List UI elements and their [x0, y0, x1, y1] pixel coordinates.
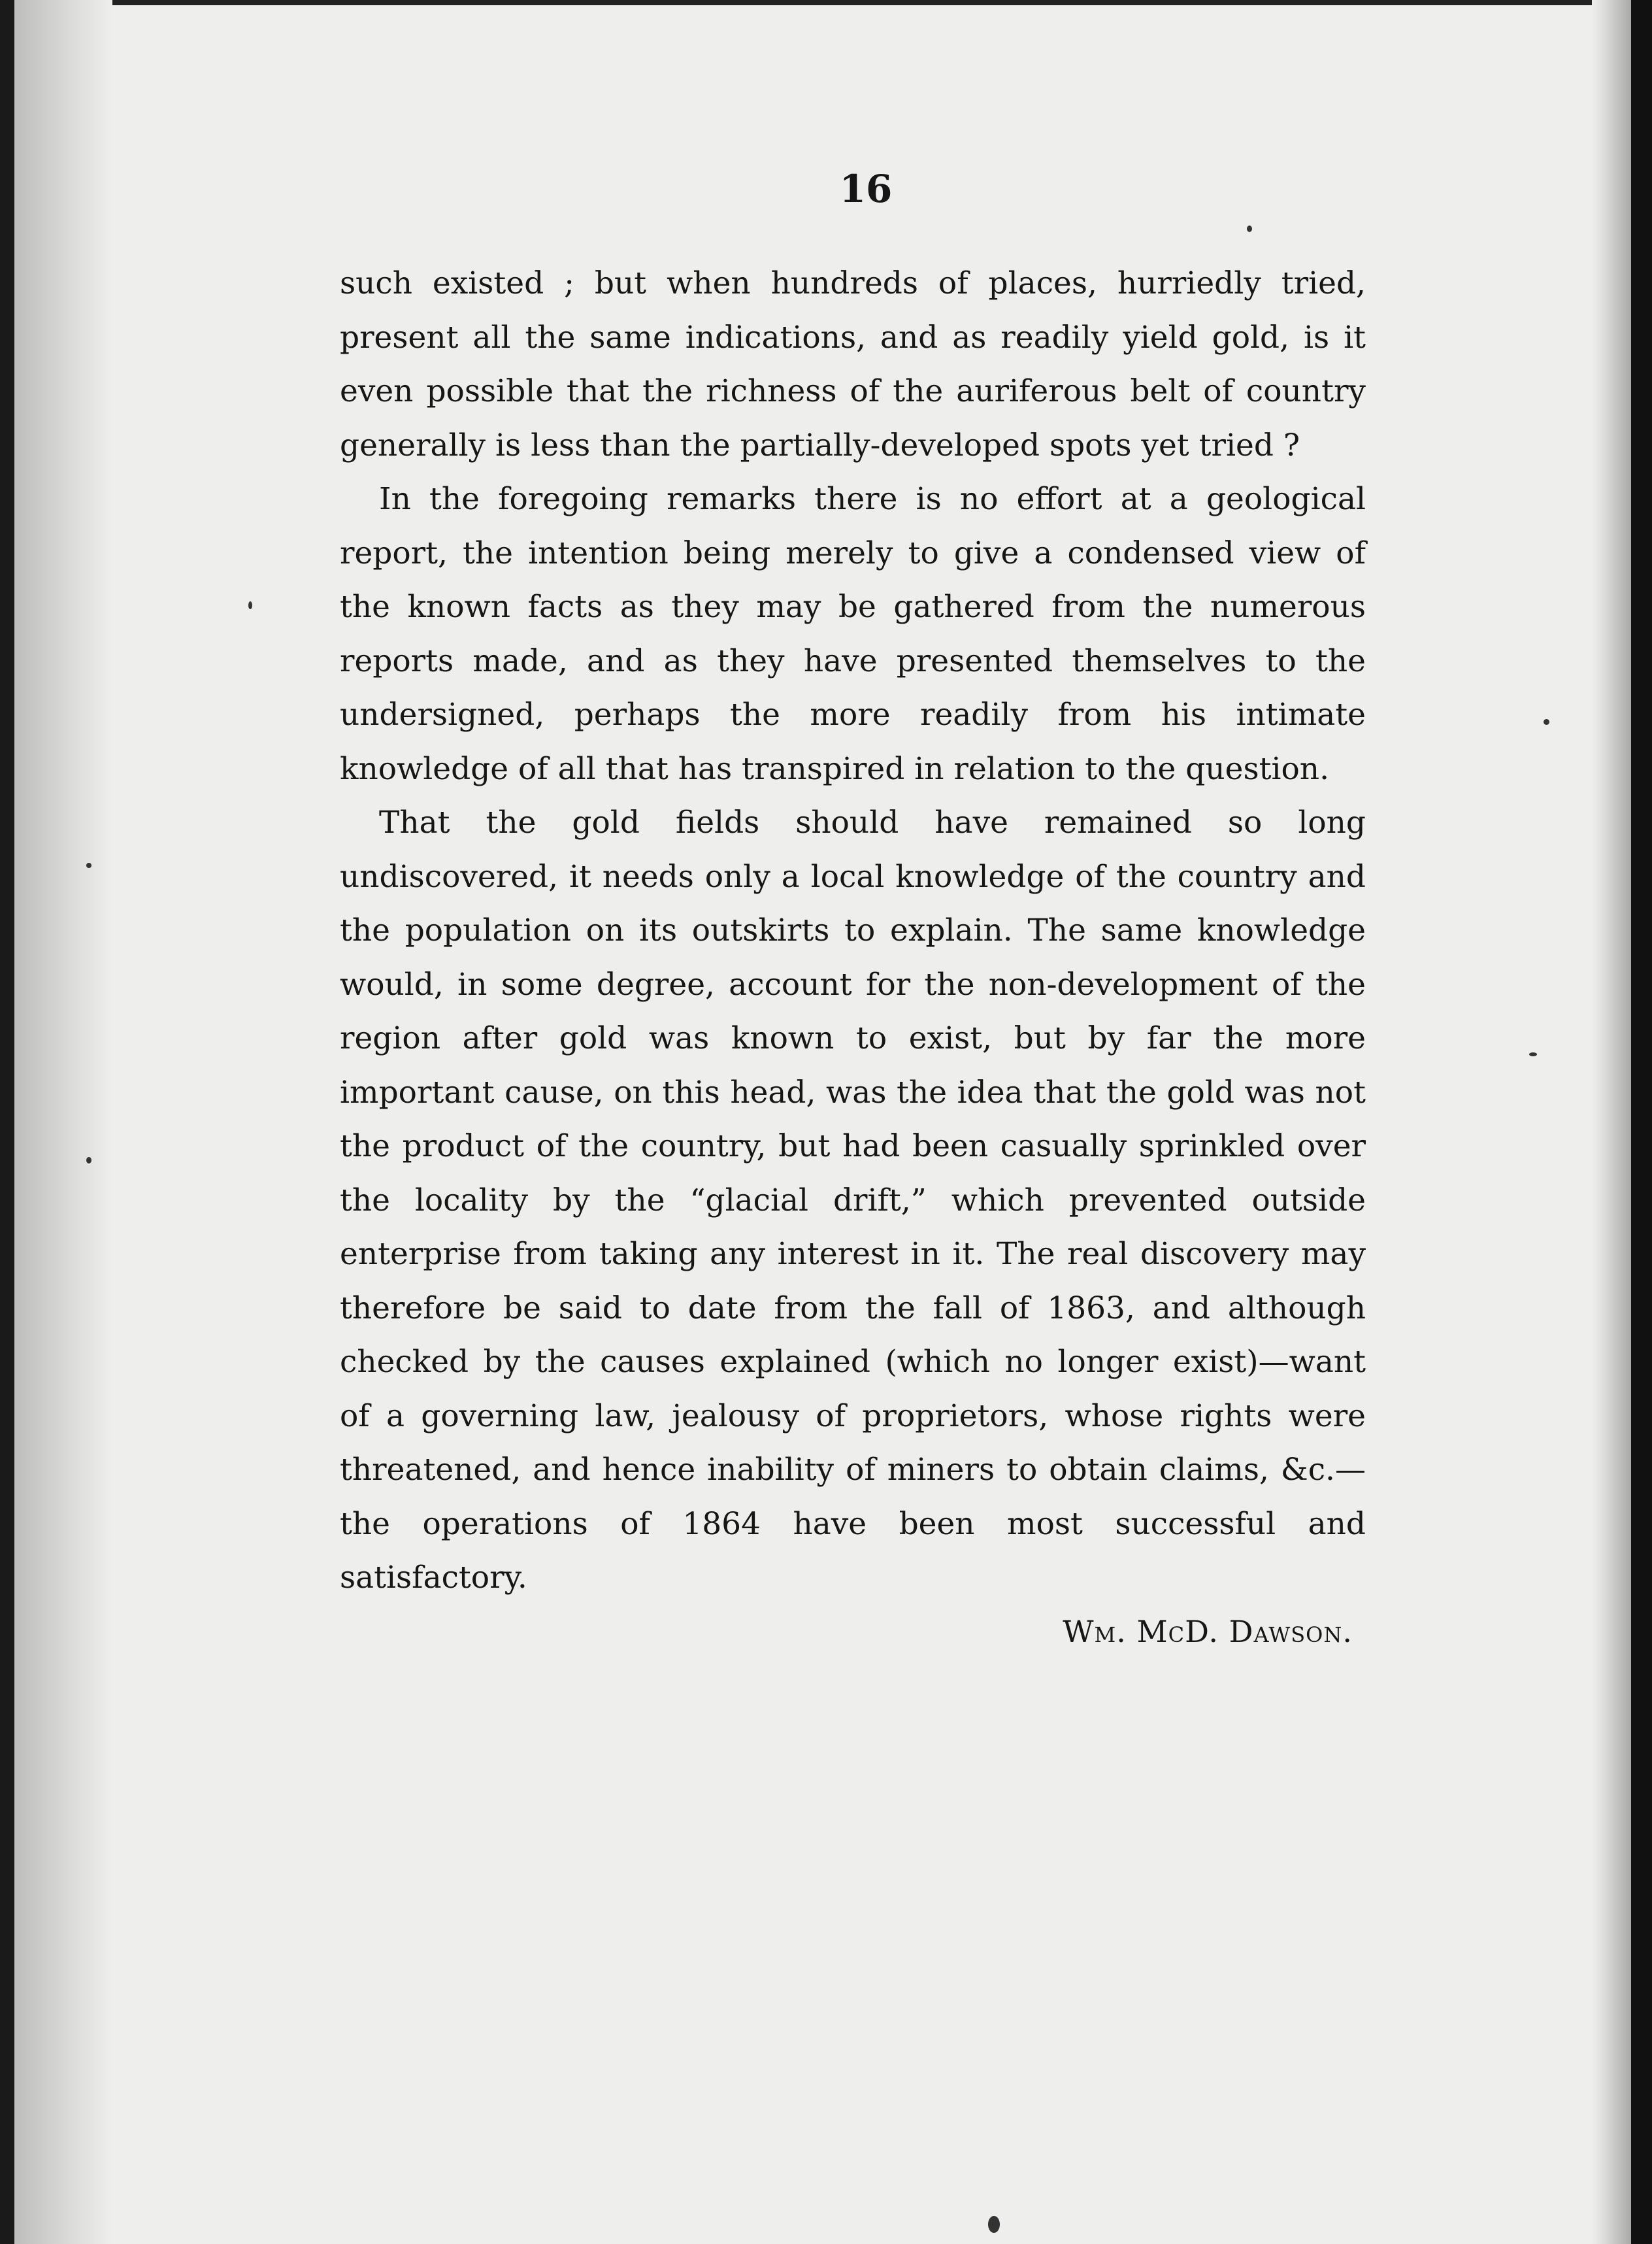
scan-speck — [988, 2216, 1000, 2233]
scan-speck — [86, 1157, 91, 1164]
scan-speck — [1544, 719, 1549, 725]
scan-left-shadow — [14, 0, 112, 2244]
text-block — [340, 167, 1366, 1658]
scan-top-edge — [0, 0, 1652, 5]
scan-right-shadow — [1592, 0, 1631, 2244]
scan-right-edge — [1631, 0, 1652, 2244]
paragraph-continuation: such existed ; but when hundreds of places, hurriedly tried, present all the same indications, and as readily yield gold, is it even possible that the richness of the auriferous belt of country generally is less than the partially-developed spots yet tried ? — [340, 265, 1366, 463]
author-signature: Wm. McD. Dawson. — [1063, 1613, 1353, 1649]
paragraph-geological-remarks: In the foregoing remarks there is no effort at a geological report, the intention being merely to give a condensed view of the known facts as they may be gathered from the numerous reports made, and as they have presented themselves to the undersigned, perhaps the more readily from his intimate knowledge of all that has transpired in relation to the question. — [340, 481, 1366, 787]
scan-speck — [248, 601, 252, 609]
scan-speck — [86, 863, 91, 868]
scan-speck — [1529, 1052, 1537, 1056]
page-number: 16 — [839, 167, 893, 211]
scan-left-edge — [0, 0, 14, 2244]
paragraph-gold-fields: That the gold fields should have remained so long undiscovered, it needs only a local knowledge of the country and the population on its outskirts to explain. The same knowledge would, in some degree, account for the non-development of the region after gold was known to exist, but by far the more important cause, on this head, was the idea that the gold was not the product of the country, but had been casually sprinkled over the locality by the “glacial drift,” which prevented outside enterprise from taking any interest in it. The real discovery may therefore be said to date from the fall of 1863, and although checked by the causes explained (which no longer exist)—want of a governing law, jealousy of proprietors, whose rights were threatened, and hence inability of miners to obtain claims, &c.—the operations of 1864 have been most successful and satisfactory. — [340, 805, 1366, 1596]
